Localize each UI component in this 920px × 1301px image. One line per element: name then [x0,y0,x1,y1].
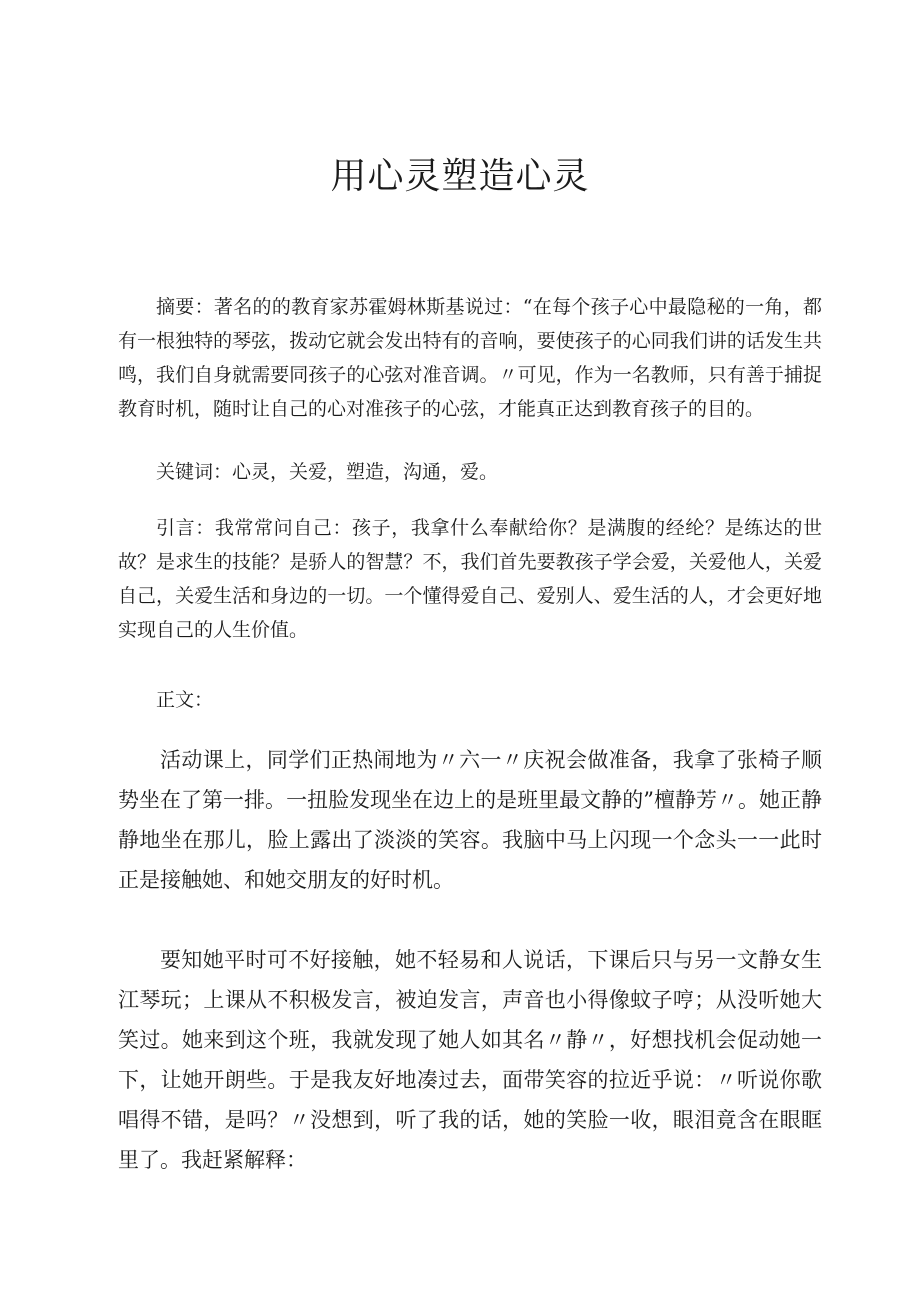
body-heading: 正文： [156,689,214,711]
abstract-paragraph: 摘要：著名的的教育家苏霍姆林斯基说过：“在每个孩子心中最隐秘的一角，都有一根独特的琴弦，拨动它就会发出特有的音响，要使孩子的心同我们讲的话发生共鸣，我们自身就需要同孩子的心弦对准音调。〃可见，作为一名教师，只有善于捕捉教育时机，随时让自己的心对准孩子的心弦，才能真正达到教育孩子的目的。 [118,296,822,420]
keywords-paragraph: 关键词：心灵，关爱，塑造，沟通，爱。 [156,461,499,483]
body-paragraph: 活动课上，同学们正热闹地为〃六一〃庆祝会做准备，我拿了张椅子顺势坐在了第一排。一扭脸发现坐在边上的是班里最文静的”檀静芳〃。她正静静地坐在那儿，脸上露出了淡淡的笑容。我脑中马上闪现一个念头一一此时正是接触她、和她交朋友的好时机。 [118,748,822,892]
body-paragraph: 要知她平时可不好接触，她不轻易和人说话，下课后只与另一文静女生江琴玩；上课从不积极发言，被迫发言，声音也小得像蚊子哼；从没听她大笑过。她来到这个班，我就发现了她人如其名〃静〃，好想找机会促动她一下，让她开朗些。于是我友好地凑过去，面带笑容的拉近乎说：〃听说你歌唱得不错，是吗？〃没想到，听了我的话，她的笑脸一收，眼泪竟含在眼眶里了。我赶紧解释： [118,948,822,1172]
document-title: 用心灵塑造心灵 [330,156,590,197]
introduction-paragraph: 引言：我常常问自己：孩子，我拿什么奉献给你？是满腹的经纶？是练达的世故？是求生的技能？是骄人的智慧？不，我们首先要教孩子学会爱，关爱他人，关爱自己，关爱生活和身边的一切。一个懂得爱自己、爱别人、爱生活的人，才会更好地实现自己的人生价值。 [118,517,822,641]
